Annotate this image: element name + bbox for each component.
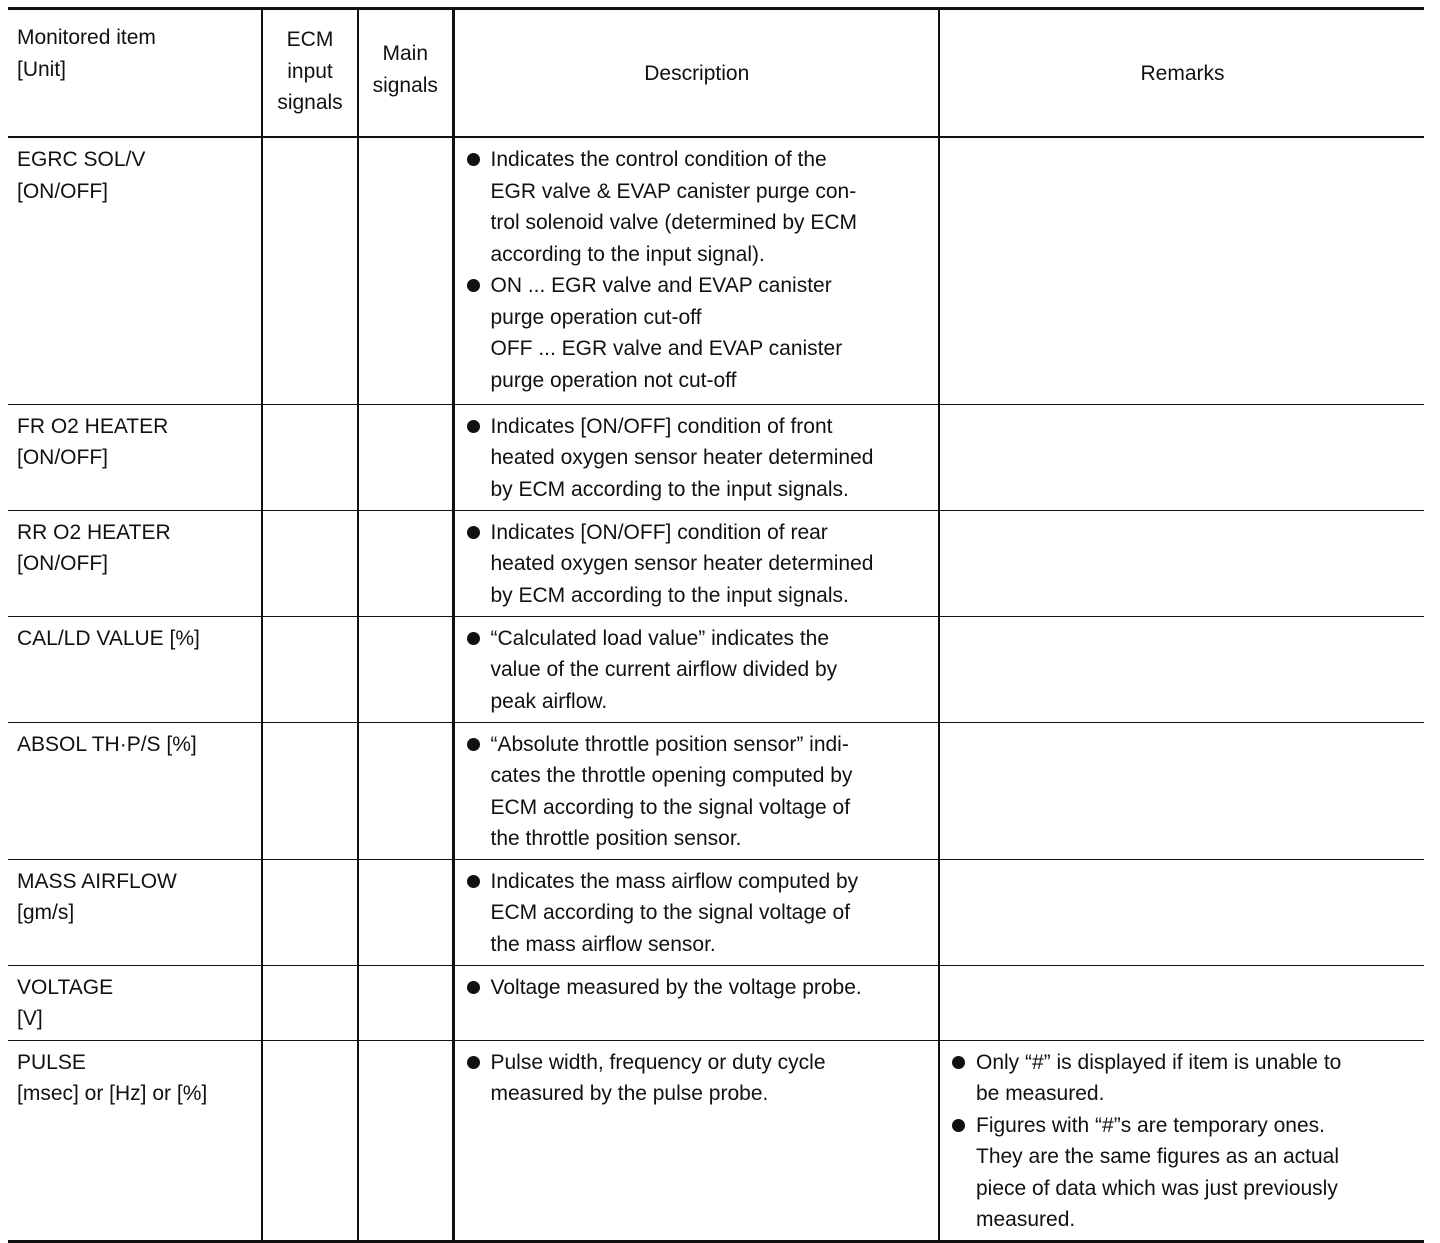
main-signals-cell xyxy=(358,722,453,859)
ecm-input-signals-cell xyxy=(262,510,358,616)
header-text: ECM xyxy=(286,28,334,51)
header-text: signals xyxy=(372,73,438,97)
monitored-item-text: PULSE xyxy=(17,1050,86,1074)
bullet-text-line: trol solenoid valve (determined by ECM xyxy=(490,211,857,234)
bullet-text-line: measured by the pulse probe. xyxy=(490,1082,769,1105)
bullet-text-line: They are the same figures as an actual xyxy=(976,1145,1340,1168)
main-signals-cell xyxy=(358,510,453,616)
bullet-list xyxy=(461,411,933,506)
bullet-list xyxy=(461,1047,933,1110)
header-remarks: Remarks xyxy=(939,9,1424,138)
monitored-item-text: [ON/OFF] xyxy=(17,446,108,469)
bullet-list xyxy=(461,866,933,961)
bullet-item xyxy=(461,270,933,396)
bullet-dot-icon xyxy=(467,875,480,888)
bullet-item xyxy=(461,866,933,961)
monitored-item-text: [ON/OFF] xyxy=(17,179,108,203)
header-monitored-item xyxy=(8,9,262,138)
bullet-item xyxy=(461,411,933,506)
monitored-item-cell xyxy=(8,404,262,510)
monitored-item-cell xyxy=(8,722,262,859)
monitored-item-cell xyxy=(8,616,262,722)
table-row xyxy=(8,722,1424,859)
table-row xyxy=(8,965,1424,1040)
bullet-list xyxy=(946,1047,1416,1236)
ecm-input-signals-cell xyxy=(262,722,358,859)
header-text: input xyxy=(287,59,333,83)
description-cell xyxy=(453,137,939,404)
bullet-item xyxy=(946,1110,1416,1236)
bullet-item xyxy=(461,623,933,718)
description-cell xyxy=(453,859,939,965)
table-row xyxy=(8,859,1424,965)
bullet-dot-icon xyxy=(467,981,480,994)
bullet-text-line: Pulse width, frequency or duty cycle xyxy=(490,1050,826,1074)
bullet-text-line: EGR valve & EVAP canister purge con- xyxy=(490,179,857,203)
ecm-input-signals-cell xyxy=(262,859,358,965)
ecm-input-signals-cell xyxy=(262,404,358,510)
bullet-text-line: Indicates the control condition of the xyxy=(490,148,827,171)
monitored-items-table xyxy=(8,7,1424,1243)
monitored-item-text: MASS AIRFLOW xyxy=(17,869,177,893)
bullet-text-line: Only “#” is displayed if item is unable to xyxy=(976,1050,1342,1074)
table-row xyxy=(8,616,1424,722)
bullet-text-line: cates the throttle opening computed by xyxy=(490,764,853,787)
remarks-cell xyxy=(939,722,1424,859)
bullet-dot-icon xyxy=(467,420,480,433)
bullet-text-line: “Calculated load value” indicates the xyxy=(490,626,830,650)
bullet-text-line: heated oxygen sensor heater determined xyxy=(490,446,874,469)
monitored-item-text: RR O2 HEATER xyxy=(17,520,171,544)
bullet-list xyxy=(461,144,933,396)
bullet-dot-icon xyxy=(952,1119,965,1132)
table-header-row xyxy=(8,9,1424,138)
bullet-dot-icon xyxy=(952,1056,965,1069)
remarks-cell xyxy=(939,1040,1424,1241)
header-ecm-input-signals xyxy=(262,9,358,138)
description-cell xyxy=(453,404,939,510)
ecm-input-signals-cell xyxy=(262,1040,358,1241)
header-text: signals xyxy=(277,91,343,114)
bullet-dot-icon xyxy=(467,1056,480,1069)
monitored-item-cell xyxy=(8,510,262,616)
table-row xyxy=(8,137,1424,404)
bullet-text-line: “Absolute throttle position sensor” indi- xyxy=(490,732,849,756)
header-text: Main xyxy=(382,42,429,65)
monitored-item-cell xyxy=(8,965,262,1040)
bullet-text-line: ON ... EGR valve and EVAP canister xyxy=(490,274,832,297)
main-signals-cell xyxy=(358,616,453,722)
ecm-input-signals-cell xyxy=(262,616,358,722)
bullet-list xyxy=(461,972,933,1004)
monitored-item-text: CAL/LD VALUE [%] xyxy=(17,626,200,650)
table-body xyxy=(8,137,1424,1241)
bullet-text-line: be measured. xyxy=(976,1082,1105,1105)
ecm-input-signals-cell xyxy=(262,137,358,404)
remarks-cell xyxy=(939,616,1424,722)
bullet-item xyxy=(461,1047,933,1110)
remarks-cell xyxy=(939,137,1424,404)
header-description: Description xyxy=(453,9,939,138)
remarks-cell xyxy=(939,510,1424,616)
header-text: Monitored item xyxy=(17,26,156,49)
bullet-list xyxy=(461,623,933,718)
table-row xyxy=(8,404,1424,510)
bullet-text-line: Indicates [ON/OFF] condition of front xyxy=(490,414,833,438)
monitored-item-cell xyxy=(8,1040,262,1241)
monitored-item-text: [ON/OFF] xyxy=(17,552,108,575)
bullet-dot-icon xyxy=(467,153,480,166)
bullet-dot-icon xyxy=(467,738,480,751)
bullet-text-line: heated oxygen sensor heater determined xyxy=(490,552,874,575)
monitored-item-text: [V] xyxy=(17,1007,43,1030)
bullet-item xyxy=(461,517,933,612)
bullet-text-line: purge operation cut-off xyxy=(490,305,702,329)
bullet-text-line: by ECM according to the input signals. xyxy=(490,477,849,501)
bullet-dot-icon xyxy=(467,526,480,539)
description-cell xyxy=(453,722,939,859)
description-cell xyxy=(453,510,939,616)
bullet-item xyxy=(946,1047,1416,1110)
bullet-text-line: piece of data which was just previously xyxy=(976,1176,1338,1200)
monitored-item-text: VOLTAGE xyxy=(17,975,114,999)
bullet-text-line: Indicates [ON/OFF] condition of rear xyxy=(490,520,828,544)
table-row xyxy=(8,510,1424,616)
bullet-item xyxy=(461,144,933,270)
main-signals-cell xyxy=(358,859,453,965)
bullet-text-line: the mass airflow sensor. xyxy=(490,932,716,956)
monitored-item-cell xyxy=(8,859,262,965)
description-cell xyxy=(453,616,939,722)
bullet-text-line: peak airflow. xyxy=(490,689,608,713)
ecm-input-signals-cell xyxy=(262,965,358,1040)
bullet-text-line: according to the input signal). xyxy=(490,242,765,266)
bullet-list xyxy=(461,729,933,855)
monitored-item-cell xyxy=(8,137,262,404)
header-main-signals xyxy=(358,9,453,138)
monitored-item-text: FR O2 HEATER xyxy=(17,414,169,438)
bullet-text-line: purge operation not cut-off xyxy=(490,368,737,392)
remarks-cell xyxy=(939,965,1424,1040)
bullet-text-line: Indicates the mass airflow computed by xyxy=(490,869,859,893)
main-signals-cell xyxy=(358,404,453,510)
bullet-list xyxy=(461,517,933,612)
bullet-dot-icon xyxy=(467,632,480,645)
main-signals-cell xyxy=(358,1040,453,1241)
main-signals-cell xyxy=(358,137,453,404)
bullet-text-line: value of the current airflow divided by xyxy=(490,658,838,681)
remarks-cell xyxy=(939,404,1424,510)
bullet-text-line: measured. xyxy=(976,1208,1076,1231)
bullet-text-line: by ECM according to the input signals. xyxy=(490,583,849,607)
table-row xyxy=(8,1040,1424,1241)
monitored-item-text: ABSOL TH·P/S [%] xyxy=(17,732,197,756)
bullet-text-line: OFF ... EGR valve and EVAP canister xyxy=(490,337,843,360)
bullet-text-line: Figures with “#”s are temporary ones. xyxy=(976,1113,1325,1137)
bullet-text-line: the throttle position sensor. xyxy=(490,827,742,850)
bullet-text-line: ECM according to the signal voltage of xyxy=(490,795,851,819)
bullet-text-line: Voltage measured by the voltage probe. xyxy=(490,975,862,999)
description-cell xyxy=(453,1040,939,1241)
main-signals-cell xyxy=(358,965,453,1040)
remarks-cell xyxy=(939,859,1424,965)
bullet-item xyxy=(461,972,933,1004)
header-text: [Unit] xyxy=(17,57,67,81)
bullet-item xyxy=(461,729,933,855)
bullet-text-line: ECM according to the signal voltage of xyxy=(490,901,851,924)
monitored-item-text: [gm/s] xyxy=(17,901,75,924)
monitored-item-text: [msec] or [Hz] or [%] xyxy=(17,1082,208,1105)
monitored-item-text: EGRC SOL/V xyxy=(17,148,146,171)
bullet-dot-icon xyxy=(467,279,480,292)
description-cell xyxy=(453,965,939,1040)
